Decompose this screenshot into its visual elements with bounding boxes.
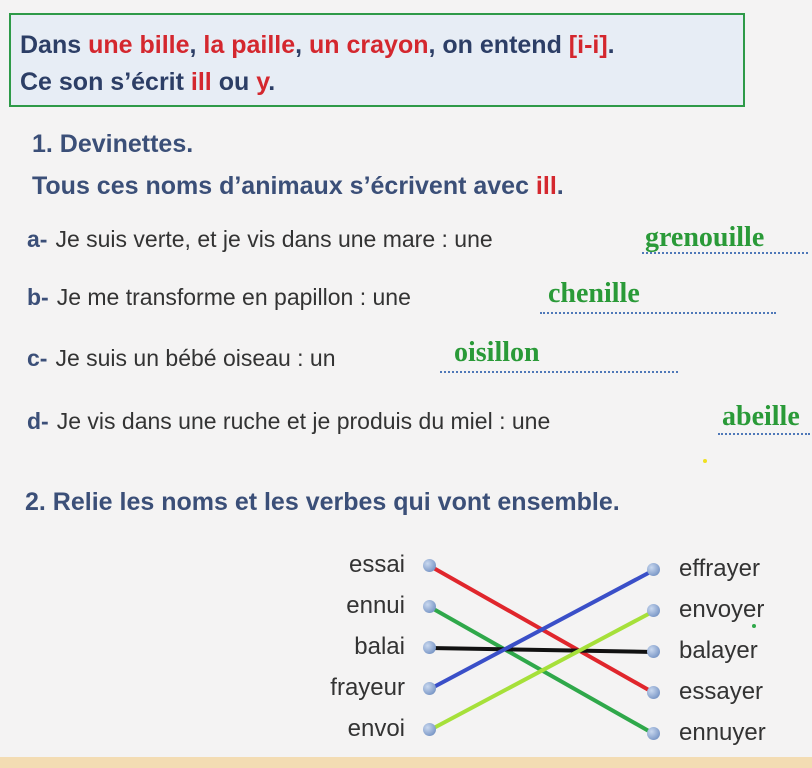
exercise1-title: 1. Devinettes. bbox=[32, 130, 194, 158]
verb-ennuyer: ennuyer bbox=[679, 719, 766, 746]
noun-envoi: envoi bbox=[347, 715, 405, 742]
rule-line-1: Dans une bille, la paille, un crayon, on entend [i-i]. bbox=[20, 31, 615, 59]
bottom-strip bbox=[0, 757, 812, 768]
noun-dot-frayeur[interactable] bbox=[423, 682, 436, 695]
answer-b: chenille bbox=[548, 278, 640, 309]
question-d: d- Je vis dans une ruche et je produis du miel : une bbox=[27, 408, 551, 434]
verb-effrayer: effrayer bbox=[679, 555, 760, 582]
exercise2-title: 2. Relie les noms et les verbes qui vont ensemble. bbox=[25, 488, 620, 516]
yellow-speck bbox=[703, 459, 707, 463]
question-a: a- Je suis verte, et je vis dans une mare : une bbox=[27, 226, 493, 252]
verb-dot-envoyer[interactable] bbox=[647, 604, 660, 617]
noun-dot-balai[interactable] bbox=[423, 641, 436, 654]
verb-dot-ennuyer[interactable] bbox=[647, 727, 660, 740]
verb-dot-essayer[interactable] bbox=[647, 686, 660, 699]
verb-balayer: balayer bbox=[679, 637, 758, 664]
question-c: c- Je suis un bébé oiseau : un bbox=[27, 345, 336, 371]
noun-ennui: ennui bbox=[346, 592, 405, 619]
verb-dot-balayer[interactable] bbox=[647, 645, 660, 658]
noun-dot-essai[interactable] bbox=[423, 559, 436, 572]
answer-c: oisillon bbox=[454, 337, 540, 368]
verb-essayer: essayer bbox=[679, 678, 764, 705]
green-speck bbox=[752, 624, 756, 628]
noun-dot-ennui[interactable] bbox=[423, 600, 436, 613]
answer-d: abeille bbox=[722, 401, 800, 432]
verb-dot-effrayer[interactable] bbox=[647, 563, 660, 576]
link-line-balai bbox=[430, 648, 654, 652]
answer-a: grenouille bbox=[645, 222, 765, 253]
noun-dot-envoi[interactable] bbox=[423, 723, 436, 736]
exercise1-subtitle: Tous ces noms d’animaux s’écrivent avec ill. bbox=[32, 172, 564, 200]
noun-balai: balai bbox=[354, 633, 405, 660]
rule-line-2: Ce son s’écrit ill ou y. bbox=[20, 68, 276, 96]
noun-essai: essai bbox=[348, 551, 405, 578]
question-b: b- Je me transforme en papillon : une bbox=[27, 284, 411, 310]
verb-envoyer: envoyer bbox=[679, 596, 765, 623]
noun-frayeur: frayeur bbox=[330, 674, 405, 701]
